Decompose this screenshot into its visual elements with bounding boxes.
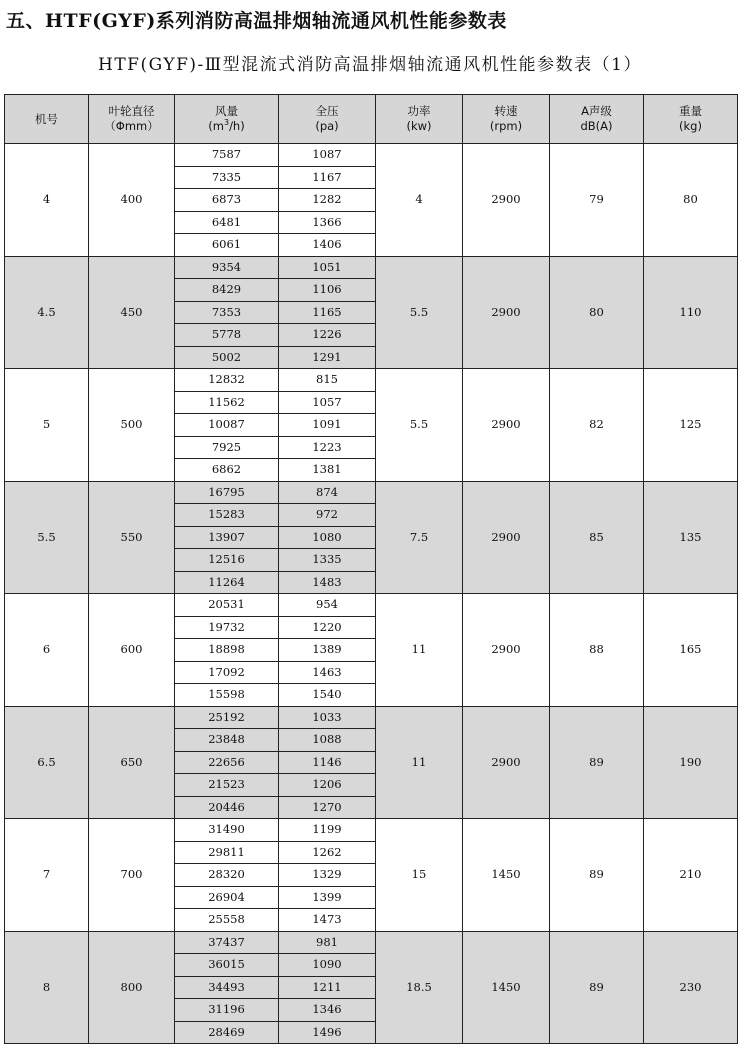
cell-power: 11 xyxy=(376,594,463,707)
cell-weight: 125 xyxy=(644,369,738,482)
cell-noise: 85 xyxy=(550,481,644,594)
cell-pressure: 1329 xyxy=(279,864,376,887)
cell-pressure: 1087 xyxy=(279,144,376,167)
table-row xyxy=(5,594,738,617)
cell-pressure: 1463 xyxy=(279,661,376,684)
cell-noise: 82 xyxy=(550,369,644,482)
cell-weight: 80 xyxy=(644,144,738,257)
cell-pressure: 1226 xyxy=(279,324,376,347)
cell-speed: 2900 xyxy=(463,706,550,819)
cell-airflow: 12832 xyxy=(175,369,279,392)
cell-airflow: 7353 xyxy=(175,301,279,324)
cell-airflow: 25558 xyxy=(175,909,279,932)
cell-pressure: 1033 xyxy=(279,706,376,729)
cell-airflow: 25192 xyxy=(175,706,279,729)
header-speed-label: 转速 xyxy=(494,104,518,118)
cell-pressure: 1399 xyxy=(279,886,376,909)
cell-model-no: 5 xyxy=(5,369,89,482)
cell-pressure: 1165 xyxy=(279,301,376,324)
table-title: HTF(GYF)-Ⅲ型混流式消防高温排烟轴流通风机性能参数表（1） xyxy=(98,55,642,75)
cell-diameter: 400 xyxy=(89,144,175,257)
cell-power: 5.5 xyxy=(376,256,463,369)
header-weight-unit: (kg) xyxy=(679,119,702,133)
cell-pressure: 1473 xyxy=(279,909,376,932)
section-title: 五、HTF(GYF)系列消防高温排烟轴流通风机性能参数表 xyxy=(6,10,507,32)
cell-model-no: 4 xyxy=(5,144,89,257)
cell-weight: 230 xyxy=(644,931,738,1044)
header-diameter xyxy=(89,95,175,144)
header-pressure-label: 全压 xyxy=(315,104,339,118)
cell-pressure: 1406 xyxy=(279,234,376,257)
table-row xyxy=(5,931,738,954)
header-airflow-label: 风量 xyxy=(215,104,238,118)
cell-diameter: 450 xyxy=(89,256,175,369)
header-pressure-unit: (pa) xyxy=(315,119,339,133)
cell-pressure: 1291 xyxy=(279,346,376,369)
cell-airflow: 11562 xyxy=(175,391,279,414)
cell-pressure: 1106 xyxy=(279,279,376,302)
cell-pressure: 1220 xyxy=(279,616,376,639)
table-row xyxy=(5,481,738,504)
cell-power: 11 xyxy=(376,706,463,819)
cell-pressure: 1366 xyxy=(279,211,376,234)
cell-weight: 165 xyxy=(644,594,738,707)
cell-pressure: 1335 xyxy=(279,549,376,572)
cell-diameter: 650 xyxy=(89,706,175,819)
cell-airflow: 6061 xyxy=(175,234,279,257)
cell-pressure: 1090 xyxy=(279,954,376,977)
cell-pressure: 874 xyxy=(279,481,376,504)
cell-airflow: 15598 xyxy=(175,684,279,707)
cell-airflow: 20531 xyxy=(175,594,279,617)
cell-airflow: 17092 xyxy=(175,661,279,684)
cell-airflow: 18898 xyxy=(175,639,279,662)
header-noise xyxy=(550,95,644,144)
header-weight xyxy=(644,95,738,144)
cell-airflow: 13907 xyxy=(175,526,279,549)
cell-airflow: 8429 xyxy=(175,279,279,302)
cell-pressure: 1381 xyxy=(279,459,376,482)
cell-pressure: 1262 xyxy=(279,841,376,864)
cell-speed: 2900 xyxy=(463,594,550,707)
cell-noise: 89 xyxy=(550,706,644,819)
cell-weight: 135 xyxy=(644,481,738,594)
header-airflow-unit: $(m^3/h)$ xyxy=(208,118,245,133)
cell-airflow: 15283 xyxy=(175,504,279,527)
cell-speed: 2900 xyxy=(463,256,550,369)
cell-pressure: 1483 xyxy=(279,571,376,594)
cell-airflow: 7335 xyxy=(175,166,279,189)
cell-airflow: 12516 xyxy=(175,549,279,572)
cell-airflow: 5778 xyxy=(175,324,279,347)
cell-airflow: 31196 xyxy=(175,999,279,1022)
header-model-no-label: 机号 xyxy=(35,111,58,126)
header-noise-unit: dB(A) xyxy=(580,119,613,133)
cell-model-no: 6 xyxy=(5,594,89,707)
cell-pressure: 1146 xyxy=(279,751,376,774)
cell-pressure: 1211 xyxy=(279,976,376,999)
header-row xyxy=(5,95,738,144)
cell-pressure: 1223 xyxy=(279,436,376,459)
header-power-label: 功率 xyxy=(407,104,431,118)
cell-pressure: 1270 xyxy=(279,796,376,819)
cell-noise: 80 xyxy=(550,256,644,369)
cell-pressure: 1496 xyxy=(279,1021,376,1044)
cell-pressure: 1540 xyxy=(279,684,376,707)
cell-pressure: 1088 xyxy=(279,729,376,752)
cell-diameter: 600 xyxy=(89,594,175,707)
cell-power: 18.5 xyxy=(376,931,463,1044)
cell-power: 15 xyxy=(376,819,463,932)
header-diameter-unit: （Φmm） xyxy=(104,119,159,133)
cell-airflow: 19732 xyxy=(175,616,279,639)
cell-airflow: 10087 xyxy=(175,414,279,437)
cell-airflow: 9354 xyxy=(175,256,279,279)
cell-speed: 2900 xyxy=(463,369,550,482)
cell-weight: 210 xyxy=(644,819,738,932)
cell-airflow: 7587 xyxy=(175,144,279,167)
cell-pressure: 1167 xyxy=(279,166,376,189)
cell-airflow: 23848 xyxy=(175,729,279,752)
cell-power: 4 xyxy=(376,144,463,257)
cell-noise: 89 xyxy=(550,819,644,932)
cell-airflow: 26904 xyxy=(175,886,279,909)
cell-diameter: 800 xyxy=(89,931,175,1044)
table-row xyxy=(5,819,738,842)
cell-pressure: 1282 xyxy=(279,189,376,212)
cell-pressure: 1080 xyxy=(279,526,376,549)
cell-noise: 89 xyxy=(550,931,644,1044)
cell-weight: 110 xyxy=(644,256,738,369)
performance-table xyxy=(4,94,738,1044)
cell-airflow: 7925 xyxy=(175,436,279,459)
cell-model-no: 8 xyxy=(5,931,89,1044)
cell-pressure: 1057 xyxy=(279,391,376,414)
header-speed xyxy=(463,95,550,144)
cell-pressure: 1389 xyxy=(279,639,376,662)
header-power xyxy=(376,95,463,144)
cell-speed: 2900 xyxy=(463,144,550,257)
cell-pressure: 1346 xyxy=(279,999,376,1022)
cell-airflow: 28320 xyxy=(175,864,279,887)
cell-airflow: 5002 xyxy=(175,346,279,369)
cell-speed: 1450 xyxy=(463,819,550,932)
table-row xyxy=(5,144,738,167)
table-row xyxy=(5,256,738,279)
cell-airflow: 37437 xyxy=(175,931,279,954)
cell-noise: 79 xyxy=(550,144,644,257)
cell-airflow: 21523 xyxy=(175,774,279,797)
cell-airflow: 28469 xyxy=(175,1021,279,1044)
cell-airflow: 34493 xyxy=(175,976,279,999)
cell-pressure: 981 xyxy=(279,931,376,954)
cell-airflow: 31490 xyxy=(175,819,279,842)
cell-airflow: 20446 xyxy=(175,796,279,819)
cell-pressure: 972 xyxy=(279,504,376,527)
cell-pressure: 1091 xyxy=(279,414,376,437)
cell-noise: 88 xyxy=(550,594,644,707)
cell-airflow: 6481 xyxy=(175,211,279,234)
cell-diameter: 700 xyxy=(89,819,175,932)
header-noise-label: A声级 xyxy=(581,104,612,118)
header-speed-unit: (rpm) xyxy=(489,119,523,133)
header-weight-label: 重量 xyxy=(679,104,702,118)
cell-airflow: 22656 xyxy=(175,751,279,774)
cell-airflow: 6862 xyxy=(175,459,279,482)
cell-airflow: 11264 xyxy=(175,571,279,594)
cell-pressure: 1199 xyxy=(279,819,376,842)
cell-model-no: 7 xyxy=(5,819,89,932)
table-body xyxy=(5,144,738,1044)
cell-weight: 190 xyxy=(644,706,738,819)
cell-model-no: 5.5 xyxy=(5,481,89,594)
header-diameter-label: 叶轮直径 xyxy=(108,104,155,118)
cell-speed: 2900 xyxy=(463,481,550,594)
cell-pressure: 815 xyxy=(279,369,376,392)
header-pressure xyxy=(279,95,376,144)
table-row xyxy=(5,369,738,392)
header-airflow xyxy=(175,95,279,144)
cell-speed: 1450 xyxy=(463,931,550,1044)
cell-diameter: 500 xyxy=(89,369,175,482)
cell-model-no: 4.5 xyxy=(5,256,89,369)
cell-pressure: 1051 xyxy=(279,256,376,279)
cell-pressure: 954 xyxy=(279,594,376,617)
header-power-unit: (kw) xyxy=(406,119,432,133)
cell-power: 5.5 xyxy=(376,369,463,482)
cell-pressure: 1206 xyxy=(279,774,376,797)
cell-airflow: 36015 xyxy=(175,954,279,977)
cell-power: 7.5 xyxy=(376,481,463,594)
cell-model-no: 6.5 xyxy=(5,706,89,819)
table-row xyxy=(5,706,738,729)
cell-diameter: 550 xyxy=(89,481,175,594)
cell-airflow: 6873 xyxy=(175,189,279,212)
header-model-no xyxy=(5,95,89,144)
cell-airflow: 29811 xyxy=(175,841,279,864)
cell-airflow: 16795 xyxy=(175,481,279,504)
